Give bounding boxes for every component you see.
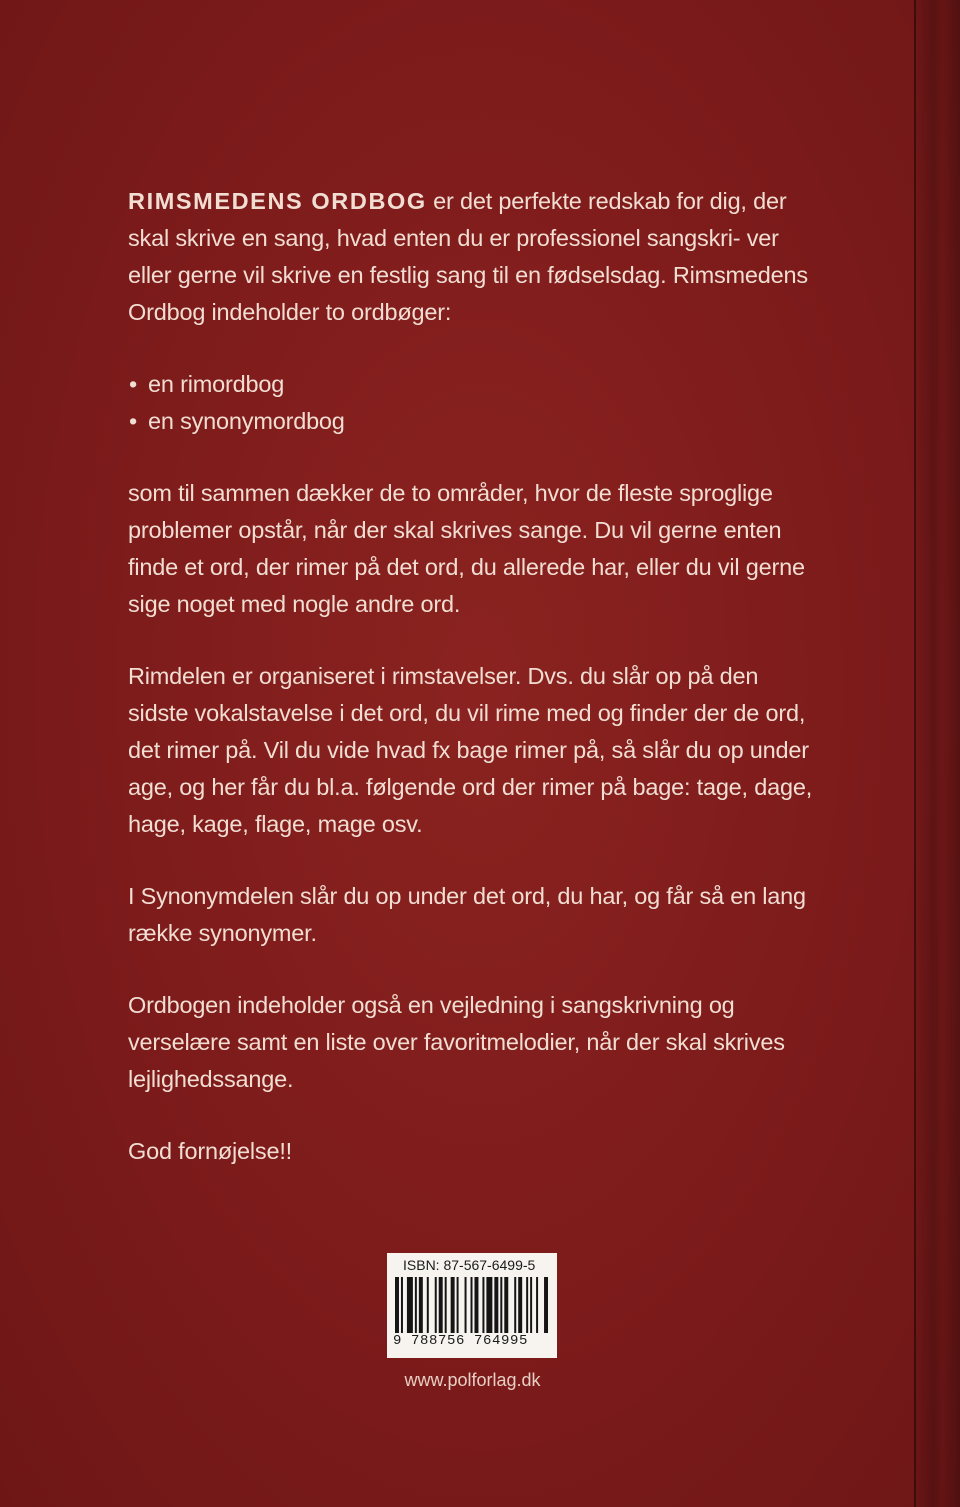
barcode-bar (457, 1277, 459, 1333)
paragraph-synonym-section: I Synonymdelen slår du op under det ord, du har, og får så en lang række synonymer. (128, 883, 806, 946)
isbn-barcode (387, 1253, 557, 1358)
barcode-bar (427, 1277, 429, 1333)
publisher-website: www.polforlag.dk (404, 1370, 541, 1390)
barcode-bar (435, 1277, 437, 1333)
barcode-bar (530, 1277, 532, 1333)
barcode-bar (407, 1277, 413, 1333)
barcode-bars (395, 1277, 550, 1333)
barcode-bar (494, 1277, 498, 1333)
barcode-bar (401, 1277, 403, 1333)
ean-digits: 9 788756 764995 (393, 1333, 529, 1349)
barcode-bar (395, 1277, 399, 1333)
intro-text: er det perfekte redskab for dig, der skal skrive en sang, hvad enten du er professionel sangskri- ver eller gerne vil skrive en festlig sang til en fødselsdag. Rimsmedens Ordbog indeholder to ordbøger: (128, 188, 808, 325)
closing-line: God fornøjelse!! (128, 1138, 292, 1164)
isbn-label: ISBN: 87-567-6499-5 (403, 1257, 536, 1273)
intro-paragraph (128, 183, 818, 331)
barcode-bar (500, 1277, 502, 1333)
barcode-bar (451, 1277, 455, 1333)
book-title: RIMSMEDENS ORDBOG (128, 188, 427, 214)
barcode-bar (514, 1277, 516, 1333)
barcode-bar (518, 1277, 522, 1333)
barcode-bar (544, 1277, 548, 1333)
dictionary-list (128, 366, 818, 440)
barcode-bar (471, 1277, 473, 1333)
barcode-bar (465, 1277, 467, 1333)
paragraph-problems: som til sammen dækker de to områder, hvor de fleste sproglige problemer opstår, når der skal skrives sange. Du vil gerne enten finde et ord, der rimer på det ord, du allerede har, eller du vil gerne sige noget med nogle andre ord. (128, 480, 805, 617)
list-item: • en synonymordbog (128, 403, 818, 440)
paragraph-rhyme-section: Rimdelen er organiseret i rimstavelser. Dvs. du slår op på den sidste vokalstavelse i det ord, du vil rime med og finder der de ord, det rimer på. Vil du vide hvad fx bage rimer på, så slår du op under age, og her får du bl.a. følgende ord der rimer på bage: tage, dage, hage, kage, flage, mage osv. (128, 663, 813, 837)
barcode-bar (439, 1277, 443, 1333)
barcode-bar (504, 1277, 508, 1333)
barcode-bar (536, 1277, 538, 1333)
barcode-bar (419, 1277, 423, 1333)
barcode-bar (474, 1277, 478, 1333)
barcode-bar (526, 1277, 528, 1333)
barcode-bar (445, 1277, 447, 1333)
list-item: • en rimordbog (128, 366, 818, 403)
spine-edge (914, 0, 960, 1507)
barcode-bar (415, 1277, 417, 1333)
blurb-text (128, 183, 818, 1205)
barcode-bar (486, 1277, 492, 1333)
barcode-bar (482, 1277, 484, 1333)
paragraph-guide: Ordbogen indeholder også en vejledning i sangskrivning og verselære samt en liste over favoritmelodier, når der skal skrives lejlighedssange. (128, 992, 785, 1092)
